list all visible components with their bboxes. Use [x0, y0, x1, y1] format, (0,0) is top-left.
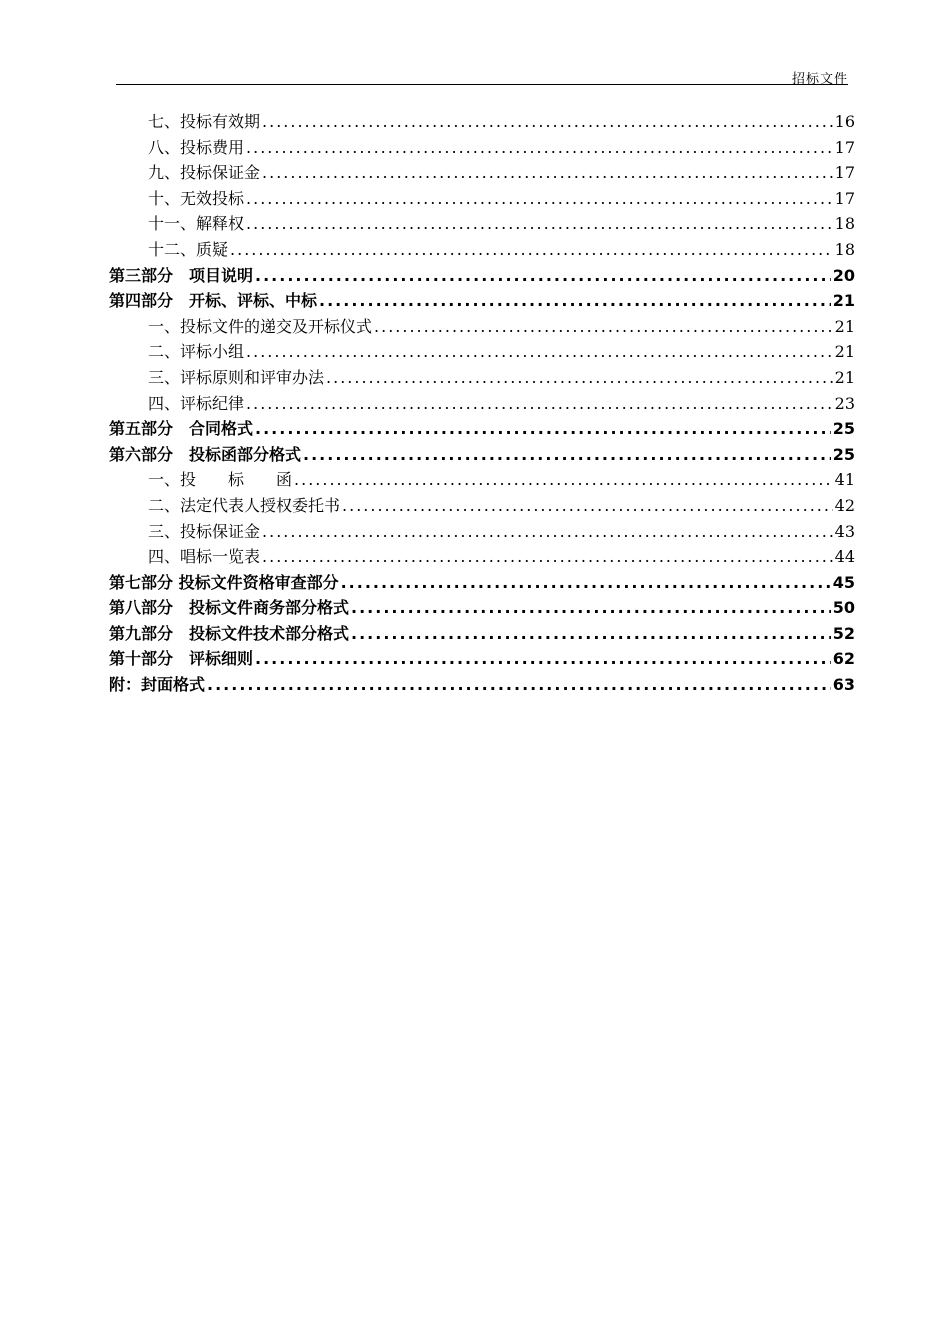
toc-entry[interactable] [109, 237, 855, 263]
toc-leader-dots [342, 493, 833, 519]
toc-entry-page-number: 21 [832, 291, 855, 311]
toc-entry[interactable] [109, 544, 855, 570]
toc-entry-page-number: 17 [834, 163, 855, 183]
toc-entry[interactable] [109, 467, 855, 493]
toc-entry[interactable] [109, 570, 855, 596]
toc-leader-dots [303, 442, 831, 468]
toc-entry-title: 十二、质疑 [148, 239, 229, 259]
toc-leader-dots [246, 186, 833, 212]
toc-entry-title: 八、投标费用 [148, 137, 245, 157]
toc-leader-dots [326, 365, 833, 391]
toc-entry-title: 附：封面格式 [109, 675, 206, 695]
toc-leader-dots [255, 416, 831, 442]
toc-leader-dots [246, 135, 833, 161]
toc-entry-page-number: 45 [832, 572, 855, 592]
toc-entry[interactable] [109, 672, 855, 698]
header-divider [116, 84, 848, 85]
toc-leader-dots [351, 595, 831, 621]
toc-entry[interactable] [109, 211, 855, 237]
toc-entry-title: 第四部分 开标、评标、中标 [109, 291, 318, 311]
toc-entry-title: 第五部分 合同格式 [109, 419, 254, 439]
toc-entry-page-number: 52 [832, 623, 855, 643]
toc-entry[interactable] [109, 288, 855, 314]
toc-entry-title: 七、投标有效期 [148, 112, 261, 131]
toc-entry[interactable] [109, 519, 855, 545]
toc-entry-page-number: 44 [834, 547, 855, 567]
toc-entry-title: 第三部分 项目说明 [109, 265, 254, 285]
toc-entry-title: 第六部分 投标函部分格式 [109, 444, 302, 464]
toc-entry-page-number: 21 [834, 316, 855, 336]
toc-entry[interactable] [109, 160, 855, 186]
toc-leader-dots [255, 646, 831, 672]
toc-entry-page-number: 21 [834, 342, 855, 362]
toc-entry[interactable] [109, 621, 855, 647]
toc-entry[interactable] [109, 314, 855, 340]
toc-leader-dots [351, 621, 831, 647]
toc-entry[interactable] [109, 365, 855, 391]
toc-entry-page-number: 41 [834, 470, 855, 490]
toc-entry-page-number: 43 [834, 521, 855, 541]
toc-entry-page-number: 62 [832, 649, 855, 669]
toc-entry-title: 第九部分 投标文件技术部分格式 [109, 623, 350, 643]
toc-leader-dots [374, 314, 833, 340]
toc-entry-title: 一、投标文件的递交及开标仪式 [148, 316, 373, 336]
toc-leader-dots [294, 467, 833, 493]
toc-entry-page-number: 42 [834, 495, 855, 515]
toc-entry-page-number: 17 [834, 188, 855, 208]
toc-entry[interactable] [109, 442, 855, 468]
toc-entry-title: 第七部分 投标文件资格审查部分 [109, 572, 339, 592]
toc-entry-page-number: 50 [832, 598, 855, 618]
toc-entry[interactable] [109, 416, 855, 442]
toc-entry-page-number: 17 [834, 137, 855, 157]
toc-leader-dots [262, 519, 833, 545]
toc-entry-title: 十、无效投标 [148, 188, 245, 208]
toc-entry-title: 三、评标原则和评审办法 [148, 367, 325, 387]
toc-entry[interactable] [109, 109, 855, 135]
toc-entry-title: 四、评标纪律 [148, 393, 245, 413]
toc-entry-page-number: 16 [834, 112, 855, 131]
toc-entry[interactable] [109, 135, 855, 161]
toc-entry-page-number: 63 [832, 675, 855, 695]
toc-leader-dots [319, 288, 831, 314]
toc-entry[interactable] [109, 595, 855, 621]
toc-entry-page-number: 18 [834, 214, 855, 234]
toc-entry[interactable] [109, 263, 855, 289]
toc-leader-dots [230, 237, 833, 263]
toc-entry-page-number: 20 [832, 265, 855, 285]
toc-entry-page-number: 23 [834, 393, 855, 413]
toc-entry-page-number: 25 [832, 444, 855, 464]
toc-entry-title: 九、投标保证金 [148, 163, 261, 183]
toc-leader-dots [341, 570, 831, 596]
toc-entry[interactable] [109, 493, 855, 519]
toc-entry-title: 第八部分 投标文件商务部分格式 [109, 598, 350, 618]
toc-entry[interactable] [109, 339, 855, 365]
toc-entry-title: 二、法定代表人授权委托书 [148, 495, 341, 515]
toc-entry-page-number: 18 [834, 239, 855, 259]
toc-leader-dots [246, 211, 833, 237]
toc-leader-dots [207, 672, 831, 698]
toc-entry-page-number: 21 [834, 367, 855, 387]
header-title: 招标文件 [791, 72, 848, 87]
toc-leader-dots [262, 544, 833, 570]
toc-leader-dots [246, 339, 833, 365]
toc-entry-title: 四、唱标一览表 [148, 547, 261, 567]
toc-entry[interactable] [109, 186, 855, 212]
toc-leader-dots [262, 109, 833, 135]
toc-leader-dots [246, 391, 833, 417]
table-of-contents [109, 109, 855, 698]
toc-entry[interactable] [109, 391, 855, 417]
toc-leader-dots [262, 160, 833, 186]
toc-entry-title: 二、评标小组 [148, 342, 245, 362]
toc-entry-page-number: 25 [832, 419, 855, 439]
toc-entry-title: 十一、解释权 [148, 214, 245, 234]
toc-entry-title: 第十部分 评标细则 [109, 649, 254, 669]
toc-entry[interactable] [109, 646, 855, 672]
toc-entry-title: 三、投标保证金 [148, 521, 261, 541]
toc-leader-dots [255, 263, 831, 289]
toc-entry-title: 一、投 标 函 [148, 470, 293, 490]
